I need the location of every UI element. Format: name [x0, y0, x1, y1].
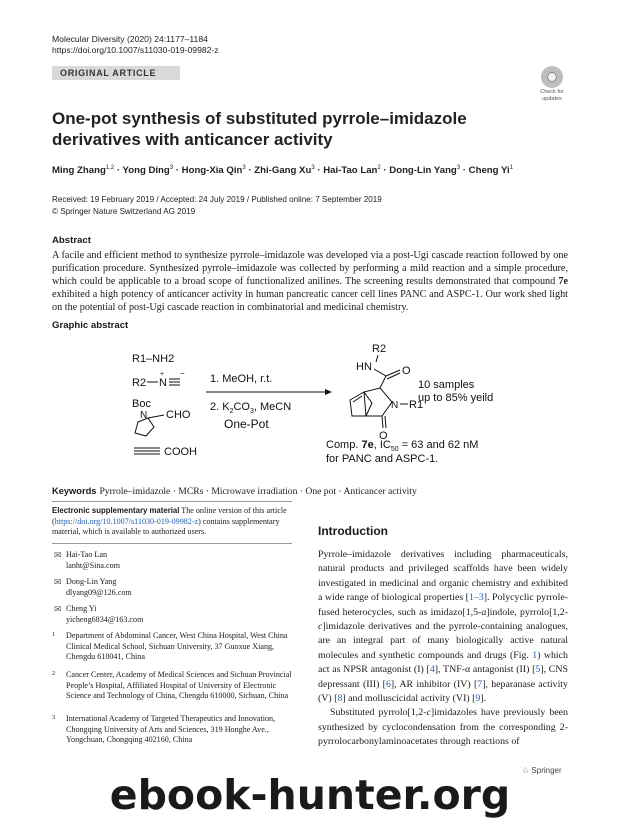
journal-citation: Molecular Diversity (2020) 24:1177–1184: [52, 34, 208, 44]
email-link[interactable]: lanht@Sina.com: [66, 560, 120, 570]
contact-yang: ✉ Dong-Lin Yang dlyang09@126.com: [52, 577, 292, 598]
check-for-updates-badge[interactable]: [534, 66, 570, 106]
samples-line1: 10 samples: [418, 379, 475, 391]
check-updates-line2: updates: [542, 95, 562, 102]
product-n: N: [391, 400, 399, 411]
figure-link[interactable]: 1: [532, 649, 538, 661]
supplementary-link[interactable]: https://doi.org/10.1007/s11030-019-09982-z: [54, 516, 199, 526]
svg-text:−: −: [180, 369, 185, 378]
paper-title: One-pot synthesis of substituted pyrrole–imidazole derivatives with anticancer activity: [52, 109, 467, 149]
abstract-text: A facile and efficient method to synthesize pyrrole–imidazole was developed via a post-Ugi cascade reaction followed by one purification procedure. Synthesized pyrrole–imidazole was collected by performing a mild reaction and a simple procedure, which could be applicable to a broad scope of functionalized anilines. The screening results demonstrated that compound 7e exhibited a high potency of anticancer activity in human pancreatic cancer cell lines PANC and ASPC-1. Our work shed light on the potential of post-Ugi cascade reaction in combinatorial and medicinal chemistry.: [52, 250, 568, 313]
doi-line[interactable]: https://doi.org/10.1007/s11030-019-09982-z: [52, 45, 219, 55]
watermark: ebook-hunter.org: [109, 771, 511, 819]
journal-header: [52, 34, 219, 56]
product-r2: R2: [372, 343, 387, 355]
envelope-icon: ✉: [54, 550, 62, 560]
step-1: 1. MeOH, r.t.: [210, 373, 273, 385]
check-updates-line1: Check for: [540, 89, 564, 95]
envelope-icon: ✉: [54, 604, 62, 614]
citation-link[interactable]: 1–3: [468, 592, 484, 604]
author[interactable]: Dong-Lin Yang$^3$: [389, 165, 461, 177]
comp-line1: Comp. 7e, $IC_{50} = 63$ and 62 nM: [326, 439, 479, 453]
product-o1: O: [402, 365, 411, 377]
springer-icon: ♘: [522, 766, 530, 775]
aldehyde-label: CHO: [166, 409, 191, 421]
graphic-abstract-heading: Graphic abstract: [52, 320, 129, 331]
introduction-text: Pyrrole–imidazole derivatives including pharmaceuticals, natural products and privileged scaffolds have been widely investigated in medicinal and organic chemistry and exhibited a wide range of biological properties [1–3]. Polycyclic pyrrole-fused heterocycles, such as imidazo[1,5-a]indole, pyrrolo[1,2-c]imidazole derivatives and the pyrrole-containing analogues, are an integral part of many biologically active natural molecules and synthetic compounds and drugs (Fig. 1) which act as NPSR antagonist (I) [4], TNF-α antagonist (II) [5], CNS depressant (III) [6], AR inhibitor (IV) [7], heparanase activity (V) [8] and molluscicidal activity (VI) [9]. Substituted pyrrolo[1,2-c]imidazoles have previously been synthesized by cyclocondensation from the corresponding 2-pyrrolocarbonylaminoacetates through reactions of: [318, 549, 569, 748]
abstract-heading: Abstract: [52, 235, 91, 246]
copyright: © Springer Nature Switzerland AG 2019: [52, 206, 196, 216]
citation-link[interactable]: 9: [475, 693, 481, 705]
introduction-heading: Introduction: [318, 524, 388, 538]
email-link[interactable]: yicheng6834@163.com: [66, 614, 144, 624]
divider: [52, 501, 292, 502]
comp-line2: for PANC and ASPC-1.: [326, 453, 439, 465]
article-type-badge: ORIGINAL ARTICLE: [52, 66, 180, 80]
springer-logo: ♘ Springer: [522, 766, 562, 775]
email-link[interactable]: dlyang09@126.com: [66, 587, 132, 597]
citation-link[interactable]: 6: [385, 678, 391, 690]
author[interactable]: Yong Ding$^3$: [122, 165, 174, 177]
publication-dates: [52, 194, 382, 217]
affiliation-2: 2 Cancer Center, Academy of Medical Sciences and Sichuan Provincial People’s Hospital, Affiliated Hospital of University of Electronic Science and Technology of China, Chengdu 610000, Sichuan, China: [52, 670, 292, 701]
product-hn: HN: [356, 361, 372, 373]
svg-text:N: N: [159, 377, 167, 389]
reaction-scheme: [120, 336, 520, 470]
one-pot-label: One-Pot: [224, 417, 269, 431]
citation-link[interactable]: 5: [535, 664, 541, 676]
supplementary-note: Electronic supplementary material The online version of this article (https://doi.org/10.1007/s11030-019-09982-z) contains supplementary material, which is available to authorized users.: [52, 506, 287, 536]
amine-reagent: R1–NH2: [132, 353, 175, 365]
author[interactable]: Ming Zhang$^{1,2}$: [52, 165, 115, 177]
author[interactable]: Hai-Tao Lan$^2$: [323, 165, 381, 177]
isocyanide-r2: R2: [132, 377, 147, 389]
affiliation-1: 1 Department of Abdominal Cancer, West China Hospital, West China Clinical Medical School, Sichuan University, 37 Guoxue Xiang, Chengdu 610041, China: [52, 631, 288, 662]
contact-yi: ✉ Cheng Yi yicheng6834@163.com: [52, 604, 292, 625]
acid-label: COOH: [164, 446, 197, 458]
check-updates-icon: [541, 66, 563, 88]
citation-link[interactable]: 4: [429, 664, 435, 676]
envelope-icon: ✉: [54, 577, 62, 587]
contact-lan: ✉ Hai-Tao Lan lanht@Sina.com: [52, 550, 292, 571]
step-2: 2. $K_2CO_3$, MeCN: [210, 401, 292, 415]
product-r1: R1: [409, 399, 424, 411]
author[interactable]: Hong-Xia Qin$^3$: [181, 165, 246, 177]
svg-text:+: +: [160, 371, 165, 378]
boc-label: Boc: [132, 398, 151, 410]
date-history: Received: 19 February 2019 / Accepted: 24 July 2019 / Published online: 7 September 2019: [52, 195, 382, 204]
affiliation-3: 3 International Academy of Targeted Therapeutics and Innovation, Chongqing University of Arts and Sciences, 319 Honghe Ave., Yongchuan, Chongqing 402160, China: [52, 714, 276, 745]
samples-line2: up to 85% yeild: [418, 392, 494, 404]
divider: [52, 543, 292, 544]
author-list: Ming Zhang$^{1,2}$ · Yong Ding$^3$ · Hong-Xia Qin$^3$ · Zhi-Gang $Xu^3 \cdot Hai-Tao$ Lan$^2$ · Dong-Lin Yang$^3$ · Cheng Yi$^1$: [52, 165, 514, 177]
citation-link[interactable]: 7: [477, 678, 483, 690]
author[interactable]: Cheng Yi$^1$: [468, 165, 514, 177]
author[interactable]: Zhi-Gang Xu$^3$: [254, 165, 315, 177]
svg-text:N: N: [140, 410, 148, 421]
keywords-list: Pyrrole–imidazole · MCRs · Microwave irradiation · One pot · Anticancer activity: [99, 486, 417, 497]
citation-link[interactable]: 8: [337, 693, 343, 705]
keywords-label: Keywords: [52, 486, 97, 496]
keywords: [52, 486, 417, 497]
product-o2: O: [379, 430, 388, 442]
